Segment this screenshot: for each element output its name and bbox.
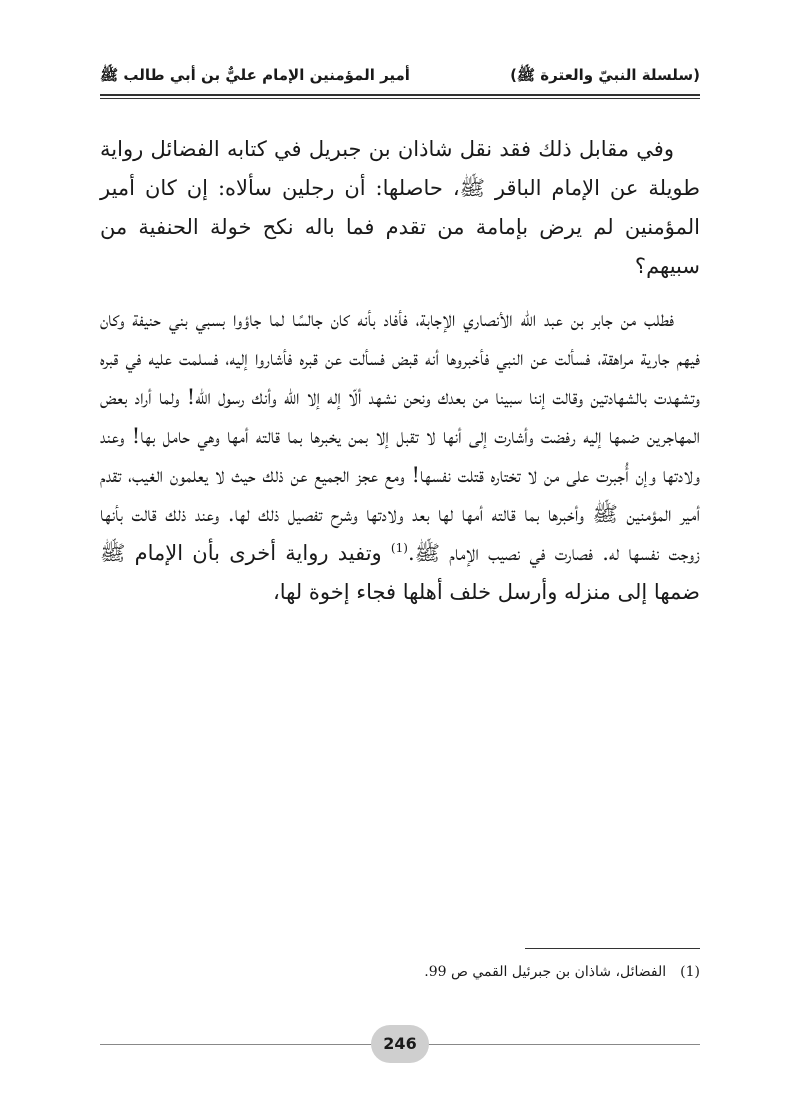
- footnote: [100, 960, 700, 984]
- series-title: (سلسلة النبيّ والعترة ﷺ): [510, 66, 700, 84]
- page-footer: [100, 1024, 700, 1064]
- paragraph: فطلب من جابر بن عبد الله الأنصاري الإجابة، فأفاد بأنه كان جالسًا لما جاؤوا بسبي بني حنيفة وكان فيهم جارية مراهقة، فسألت عن النبي فأخبروها أنه قبض فسألت عن قبره فأشاروا إليه، فسلمت عليه في قبره وتشهدت بالشهادتين وقالت إننا سبينا من بعدك ونحن نشهد ألّا إله إلا الله وأنك رسول الله! ولما أراد بعض المهاجرين ضمها إليه رفضت وأشارت إلى أنها لا تقبل إلا بمن يخبرها بما قالته أمها وهي حامل بها! وعند ولادتها وإن أُجبرت على من لا تختاره قتلت نفسها! ومع عجز الجميع عن ذلك حيث لا يعلمون الغيب، تقدم أمير المؤمنين ﷺ وأخبرها بما قالته أمها لها بعد ولادتها وشرح تفصيل ذلك لها. وعند ذلك قالت بأنها زوجت نفسها له. فصارت في نصيب الإمام ﷺ.$^{(1)}$ وتفيد رواية أخرى بأن الإمام ﷺ ضمها إلى منزله وأرسل خلف أهلها فجاء إخوة لها،: [100, 307, 700, 604]
- footnote-rule: [525, 948, 700, 949]
- page-number: 246: [371, 1025, 429, 1063]
- footnote-text: الفضائل، شاذان بن جبرئيل القمي ص 99.: [424, 964, 667, 980]
- main-text: [100, 130, 700, 626]
- paragraph: وفي مقابل ذلك فقد نقل شاذان بن جبريل في كتابه الفضائل رواية طويلة عن الإمام الباقر ﷺ، حاصلها: أن رجلين سألاه: إن كان أمير المؤمنين لم يرض بإمامة من تقدم فما باله نكح خولة الحنفية من سبيهم؟: [100, 137, 700, 278]
- footnote-number: (1): [680, 964, 700, 980]
- book-title: أمير المؤمنين الإمام عليٌّ بن أبي طالب ﷺ: [100, 66, 410, 84]
- header-rule: [100, 94, 700, 96]
- running-header: [100, 52, 700, 96]
- footnote-marker: (1): [390, 541, 408, 555]
